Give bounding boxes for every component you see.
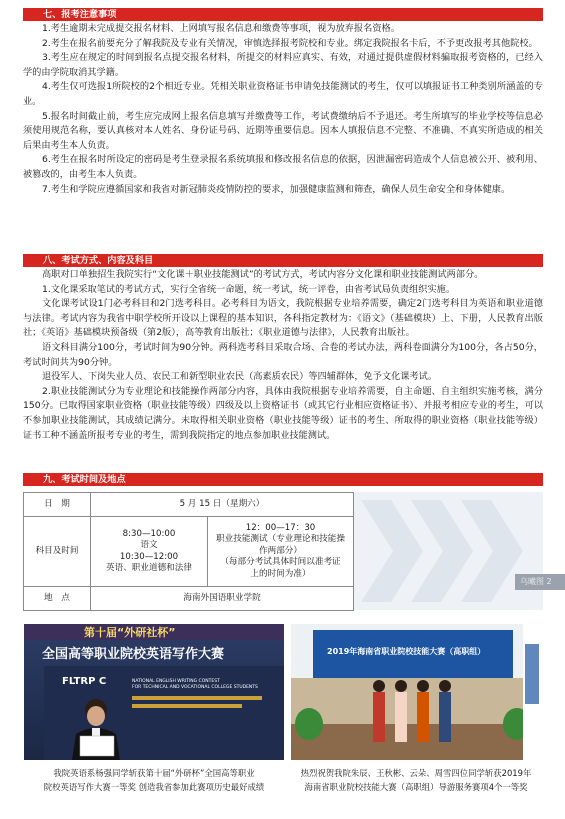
place-label: 地 点 (24, 587, 91, 611)
photo1-en1: NATIONAL ENGLISH WRITING CONTEST (132, 679, 220, 684)
photo1-en2: FOR TECHNICAL AND VOCATIONAL COLLEGE STUDENTS (132, 685, 258, 690)
morning-cell (91, 517, 208, 587)
photo1-logo: FLTRP C (62, 676, 107, 687)
exam-paragraph: 退役军人、下岗失业人员、农民工和新型职业农民（高素质农民）等四辅群体，免予文化课考试。 (42, 371, 438, 383)
side-tab[interactable]: 乌曦图 2 (515, 574, 565, 590)
caption-line: 院校英语写作大赛一等奖 创造我省参加此赛项历史最好成绩 (43, 782, 265, 792)
photo1-title: 全国高等职业院校英语写作大赛 (42, 647, 225, 662)
notes-list (23, 22, 543, 197)
afternoon-subject: 作两部分） (259, 545, 302, 556)
exam-text (23, 268, 543, 443)
exam-paragraph: 语文科目满分100分，考试时间为90分钟。两科选考科目采取合场、合卷的考试办法，两科卷面满分为100分，各占50分，考试时间共为90分钟。 (23, 341, 543, 368)
section-header-schedule: 九、考试时间及地点 (23, 473, 543, 486)
afternoon-note: 上的时间为准） (250, 568, 311, 579)
morning-time: 8:30—10:00 (122, 528, 176, 539)
mid-time: 10:30—12:00 (119, 551, 179, 562)
note-item: 6.考生在报名时所设定的密码是考生登录报名系统填报和修改报名信息的依据，因泄漏密码造成个人信息被公开、被利用、被篡改的，由考生本人负责。 (23, 154, 543, 180)
section-header-exam: 八、考试方式、内容及科目 (23, 254, 543, 267)
morning-subject-chinese: 语文 (140, 540, 158, 550)
afternoon-note: （每部分考试具体时间以准考证 (220, 557, 341, 568)
subject-label: 科目及时间 (24, 517, 91, 587)
section-header-notes: 七、报考注意事项 (23, 8, 543, 21)
award-photo-tour-guide (291, 624, 541, 760)
note-item: 1.考生逾期未完成提交报名材料、上网填写报名信息和缴费等事项，视为放弃报名资格。 (42, 23, 400, 34)
afternoon-cell (208, 517, 354, 587)
exam-paragraph: 1.文化课采取笔试的考试方式，实行全省统一命题，统一考试，统一评卷，由省考试局负责组织实施。 (42, 283, 456, 295)
schedule-panel (23, 492, 543, 610)
exam-paragraph: 文化课考试设1门必考科目和2门选考科目。必考科目为语文，我院根据专业培养需要，确定2门选考科目为英语和职业道德与法律。考试内容为我省中职学校所开设以上课程的基本知识，各科指定教材为：《语文》（基础模块）上、下册，人民教育出版社；《英语》基础模块预备级（第2版），高等教育出版社；《职业道德与法律》，人民教育出版社。 (23, 298, 543, 339)
photo2-caption (283, 766, 549, 794)
date-value: 5 月 15 日（星期六） (91, 493, 354, 517)
photo2-banner: 2019年海南省职业院校技能大赛（高职组） (327, 647, 486, 656)
photo-scene-icon (24, 624, 284, 760)
award-photo-writing-contest (24, 624, 284, 760)
caption-line: 热烈祝贺我院朱辰、王秋彬、云朵、周雪四位同学斩获2019年 (300, 768, 532, 778)
morning-subject-english: 英语、职业道德和法律 (106, 563, 192, 573)
note-item: 4.考生仅可选报1所院校的2个相近专业。凭相关职业资格证书申请免技能测试的考生，仅可以填报证书工种类别所涵盖的专业。 (23, 81, 543, 107)
schedule-table (23, 492, 354, 611)
note-item: 7.考生和学院应遵循国家和我省对新冠肺炎疫情防控的要求，加强健康监测和筛查，确保人员生命安全和身体健康。 (42, 183, 511, 195)
chevron-decoration-icon (361, 500, 541, 602)
date-label: 日 期 (24, 493, 91, 517)
photo1-caption (24, 766, 284, 794)
exam-paragraph: 2.职业技能测试分为专业理论和技能操作两部分内容，具体由我院根据专业培养需要，自主命题、自主组织实施考核，满分150分。已取得国家职业资格（职业技能等级）四级及以上资格证书（或其它行业相应资格证书）、并报考相应专业的考生，可以不参加职业技能测试，其成绩记满分。未取得相关职业资格（职业技能等级）证书的考生、所取得的职业资格（职业技能等级）证书工种不涵盖所报考专业的考生，需到我院指定的地点参加职业技能测试。 (23, 385, 543, 441)
afternoon-time: 12：00—17：30 (245, 522, 316, 533)
photo1-banner: 第十届“外研社杯” (84, 626, 176, 639)
caption-line: 我院英语系杨强同学斩获第十届“外研杯”全国高等职业 (53, 768, 255, 778)
caption-line: 海南省职业院校技能大赛（高职组）导游服务赛项4个一等奖 (304, 782, 528, 792)
place-value: 海南外国语职业学院 (91, 587, 354, 611)
photo-scene-icon (291, 624, 541, 760)
exam-paragraph: 高职对口单独招生我院实行“文化课＋职业技能测试”的考试方式，考试内容分文化课和职业技能测试两部分。 (42, 269, 484, 280)
note-item: 2.考生在报名前要充分了解我院及专业有关情况，审慎选择报考院校和专业。绑定我院报名卡后，不予更改报考其他院校。 (42, 37, 538, 49)
note-item: 5.报名时间截止前，考生应完成网上报名信息填写并缴费等工作，考试费缴纳后不予退还。考生所填写的毕业学校等信息必须使用规范名称，要认真核对本人姓名、身份证号码、近期等重要信息。因本人填报信息不完整、不准确、不真实所造成的相关后果由考生本人负责。 (23, 110, 543, 151)
note-item: 3.考生应在规定的时间到报名点提交报名材料，所提交的材料应真实、有效，对通过提供虚假材料骗取报考资格的，已经入学的由学院取消其学籍。 (23, 52, 543, 78)
afternoon-subject: 职业技能测试（专业理论和技能操 (216, 534, 345, 545)
